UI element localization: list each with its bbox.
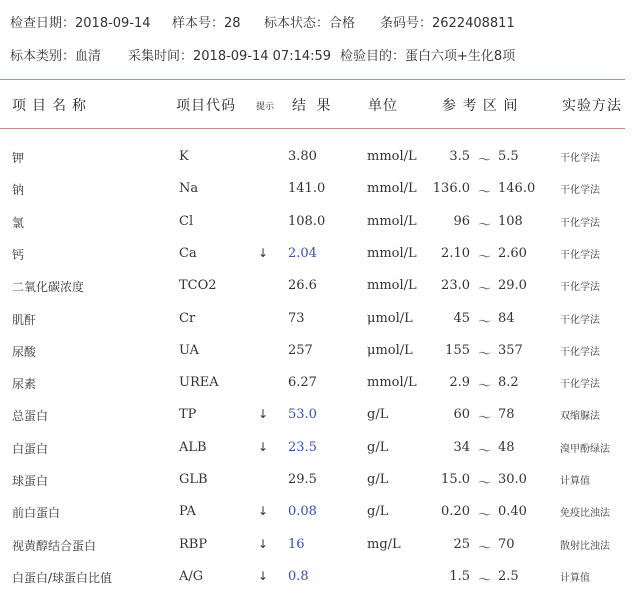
cell-hi: 5.5 <box>498 149 519 164</box>
cell-code: PA <box>179 504 196 520</box>
cell-hi: 146.0 <box>498 181 536 197</box>
cell-name: 尿酸 <box>12 344 37 359</box>
cell-name: 钾 <box>12 151 25 165</box>
cell-name: 球蛋白 <box>12 474 49 488</box>
cell-hi: 70 <box>498 536 515 552</box>
cell-code: A/G <box>179 568 204 584</box>
table-row <box>0 375 640 403</box>
cell-lo: 34 <box>453 439 470 455</box>
sample-type: 标本类别：血清 <box>10 49 102 64</box>
cell-hi: 84 <box>498 310 515 326</box>
cell-method: 免疫比浊法 <box>560 508 610 520</box>
cell-name: 前白蛋白 <box>12 506 61 521</box>
cell-unit: μmol/L <box>367 342 413 358</box>
cell-name: 氯 <box>12 215 25 230</box>
sample-number: 样本号：28 <box>172 16 241 31</box>
cell-name: 总蛋白 <box>12 409 49 424</box>
cell-result: 257 <box>288 342 313 358</box>
col-header-method: 实验方法 <box>562 98 622 114</box>
cell-hi: 0.40 <box>498 504 527 520</box>
cell-tilde: ～ <box>478 476 492 491</box>
cell-lo: 96 <box>453 213 470 229</box>
test-purpose: 检验目的：蛋白六项+生化8项 <box>340 49 516 64</box>
cell-lo: 155 <box>445 342 470 358</box>
cell-hi: 8.2 <box>498 375 519 391</box>
cell-tilde: ～ <box>478 572 492 588</box>
cell-name: 白蛋白/球蛋白比值 <box>12 570 113 585</box>
cell-unit: mmol/L <box>367 181 417 197</box>
cell-hi: 29.0 <box>498 278 527 294</box>
cell-result: 73 <box>288 310 305 326</box>
col-header-range: 参 考 区 间 <box>442 98 519 114</box>
cell-code: UREA <box>179 375 219 391</box>
cell-hi: 78 <box>498 407 515 423</box>
cell-unit: μmol/L <box>367 310 413 326</box>
col-header-flag: 提示 <box>256 102 275 112</box>
cell-flag: ↓ <box>258 536 269 551</box>
table-row <box>0 407 640 435</box>
cell-result: 3.80 <box>288 149 317 164</box>
cell-code: K <box>179 149 189 164</box>
cell-unit: mmol/L <box>367 245 417 261</box>
cell-result: 6.27 <box>288 375 317 391</box>
cell-hi: 2.60 <box>498 245 527 261</box>
cell-tilde: ～ <box>478 185 492 201</box>
cell-flag: ↓ <box>258 504 269 519</box>
cell-tilde: ～ <box>478 314 492 330</box>
cell-lo: 3.5 <box>449 149 470 164</box>
cell-unit: g/L <box>367 407 389 423</box>
cell-method: 干化学法 <box>560 217 600 229</box>
cell-unit: mg/L <box>367 536 401 552</box>
test-date: 检查日期：2018-09-14 <box>10 16 151 31</box>
cell-lo: 23.0 <box>441 278 470 294</box>
table-row <box>0 149 640 177</box>
cell-method: 干化学法 <box>560 314 600 326</box>
col-header-unit: 单位 <box>368 98 398 114</box>
cell-method: 双缩脲法 <box>560 411 600 423</box>
cell-name: 视黄醇结合蛋白 <box>12 538 97 553</box>
cell-method: 溴甲酚绿法 <box>560 443 610 455</box>
cell-tilde: ～ <box>478 379 492 395</box>
table-row <box>0 504 640 532</box>
cell-method: 散射比浊法 <box>560 540 610 552</box>
table-row <box>0 311 640 339</box>
cell-unit: mmol/L <box>367 278 417 294</box>
cell-method: 计算值 <box>560 572 590 584</box>
cell-hi: 2.5 <box>498 568 519 584</box>
cell-result: 16 <box>288 536 305 552</box>
cell-name: 肌酐 <box>12 312 37 327</box>
cell-code: RBP <box>179 536 208 552</box>
table-row <box>0 440 640 468</box>
cell-tilde: ～ <box>478 217 492 233</box>
cell-code: Ca <box>179 245 197 261</box>
table-row <box>0 343 640 371</box>
top-divider <box>0 79 625 80</box>
cell-flag: ↓ <box>258 245 269 260</box>
cell-result: 108.0 <box>288 213 326 229</box>
table-row <box>0 537 640 565</box>
cell-unit: g/L <box>367 472 389 487</box>
cell-lo: 2.10 <box>441 245 470 261</box>
cell-code: Cr <box>179 310 196 326</box>
cell-unit: mmol/L <box>367 149 417 164</box>
header-divider <box>0 128 625 129</box>
cell-code: ALB <box>179 439 207 455</box>
cell-result: 2.04 <box>288 245 317 261</box>
cell-tilde: ～ <box>478 282 492 298</box>
cell-lo: 25 <box>453 536 470 552</box>
cell-tilde: ～ <box>478 411 492 427</box>
cell-tilde: ～ <box>478 540 492 556</box>
cell-code: TCO2 <box>179 278 217 294</box>
cell-flag: ↓ <box>258 568 269 583</box>
table-row <box>0 472 640 500</box>
cell-result: 26.6 <box>288 278 317 294</box>
table-row <box>0 246 640 274</box>
cell-lo: 2.9 <box>449 375 470 391</box>
cell-result: 141.0 <box>288 181 326 197</box>
cell-name: 尿素 <box>12 377 37 392</box>
barcode: 条码号：2622408811 <box>380 16 515 31</box>
table-row <box>0 181 640 209</box>
cell-method: 干化学法 <box>560 153 600 164</box>
cell-unit: mmol/L <box>367 213 417 229</box>
cell-result: 29.5 <box>288 472 317 487</box>
cell-name: 钠 <box>12 183 25 198</box>
cell-method: 计算值 <box>560 476 590 487</box>
cell-tilde: ～ <box>478 153 492 168</box>
cell-hi: 108 <box>498 213 523 229</box>
cell-method: 干化学法 <box>560 282 600 294</box>
cell-method: 干化学法 <box>560 346 600 358</box>
cell-lo: 45 <box>453 310 470 326</box>
cell-result: 23.5 <box>288 439 317 455</box>
cell-lo: 0.20 <box>441 504 470 520</box>
cell-code: Na <box>179 181 199 197</box>
cell-flag: ↓ <box>258 407 269 422</box>
cell-code: GLB <box>179 472 208 487</box>
col-header-result: 结 果 <box>292 98 334 114</box>
cell-result: 0.8 <box>288 568 309 584</box>
cell-unit: g/L <box>367 504 389 520</box>
cell-tilde: ～ <box>478 508 492 524</box>
cell-hi: 357 <box>498 342 523 358</box>
cell-lo: 1.5 <box>449 568 470 584</box>
cell-method: 干化学法 <box>560 379 600 391</box>
cell-code: Cl <box>179 213 194 229</box>
cell-tilde: ～ <box>478 249 492 265</box>
table-row <box>0 278 640 306</box>
table-row <box>0 214 640 242</box>
cell-code: TP <box>179 407 197 423</box>
cell-name: 钙 <box>12 247 25 262</box>
cell-result: 53.0 <box>288 407 317 423</box>
cell-flag: ↓ <box>258 439 269 454</box>
cell-hi: 48 <box>498 439 515 455</box>
cell-tilde: ～ <box>478 443 492 459</box>
cell-lo: 15.0 <box>441 472 470 487</box>
cell-unit: mmol/L <box>367 375 417 391</box>
cell-unit: g/L <box>367 439 389 455</box>
cell-method: 干化学法 <box>560 185 600 197</box>
cell-tilde: ～ <box>478 346 492 362</box>
cell-hi: 30.0 <box>498 472 527 487</box>
cell-result: 0.08 <box>288 504 317 520</box>
cell-name: 二氧化碳浓度 <box>12 280 85 295</box>
col-header-name: 项目名称 <box>12 98 92 114</box>
col-header-code: 项目代码 <box>176 98 236 114</box>
table-row <box>0 569 640 597</box>
cell-code: UA <box>179 342 199 358</box>
cell-lo: 136.0 <box>432 181 470 197</box>
sample-status: 标本状态：合格 <box>264 16 356 31</box>
collect-time: 采集时间：2018-09-14 07:14:59 <box>128 49 332 64</box>
cell-name: 白蛋白 <box>12 441 49 456</box>
cell-lo: 60 <box>453 407 470 423</box>
cell-method: 干化学法 <box>560 249 600 261</box>
